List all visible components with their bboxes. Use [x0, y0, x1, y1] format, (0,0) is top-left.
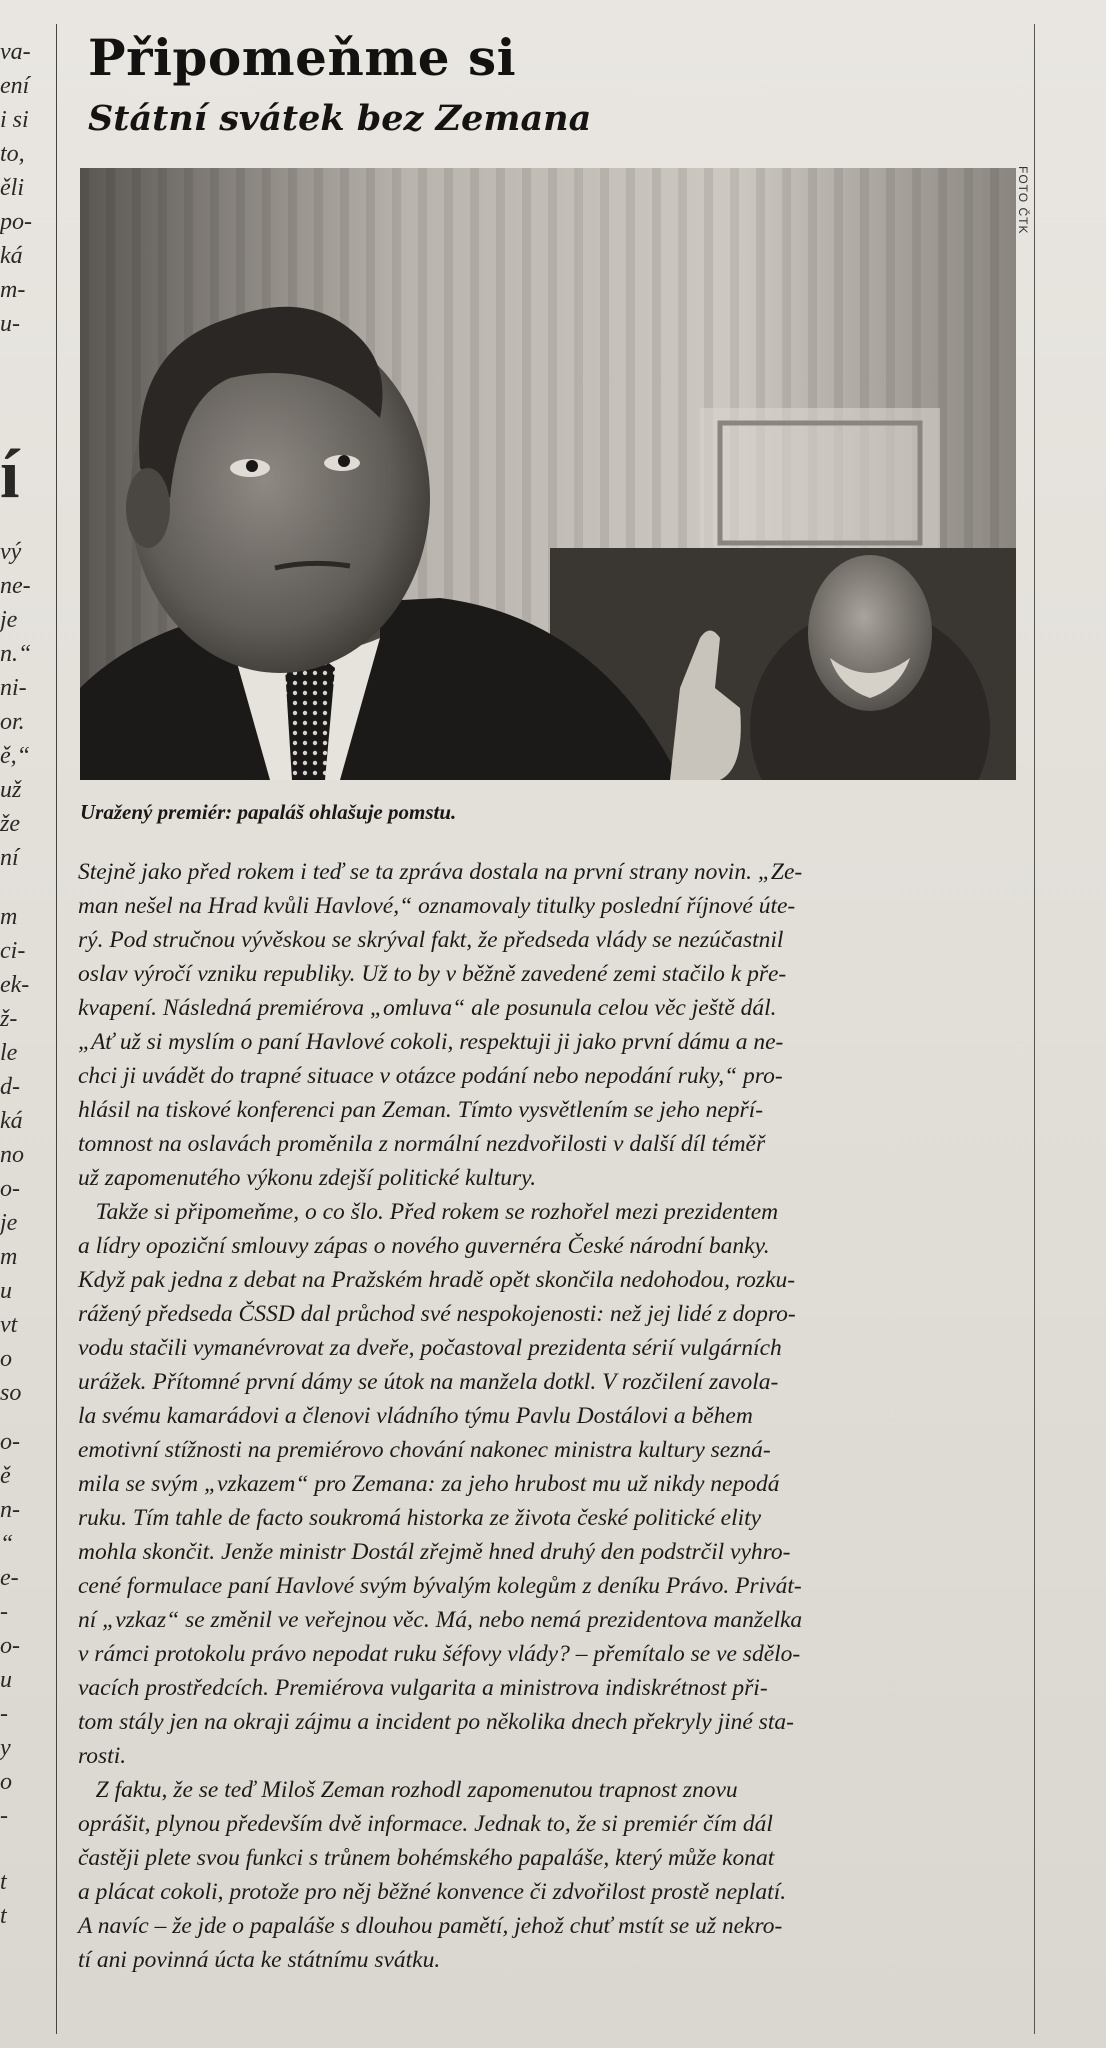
article-line: rosti.: [78, 1743, 127, 1769]
article-line: rážený předseda ČSSD dal průchod své nespokojenosti: než jej lidé z dopro-: [78, 1301, 796, 1327]
previous-column-text: po-: [0, 209, 32, 235]
previous-column-text: už: [0, 777, 22, 803]
article-line: ruku. Tím tahle de facto soukromá historka ze života české politické elity: [78, 1505, 762, 1531]
article-line: Z faktu, že se teď Miloš Zeman rozhodl zapomenutou trapnost znovu: [78, 1777, 738, 1803]
article-line: mila se svým „vzkazem“ pro Zemana: za jeho hrubost mu už nikdy nepodá: [78, 1471, 780, 1497]
article-line: oprášit, plynou především dvě informace. Jednak to, že si premiér čím dál: [78, 1811, 773, 1837]
previous-column-text: le: [0, 1040, 18, 1066]
previous-column-text: u: [0, 1667, 12, 1693]
previous-column-text: o: [0, 1346, 12, 1372]
previous-column-text: ká: [0, 1108, 23, 1134]
article-line: tomnost na oslavách proměnila z normální nezdvořilosti v další díl téměř: [78, 1131, 766, 1157]
previous-column-text: “: [0, 1531, 14, 1557]
previous-column-text: ne-: [0, 573, 31, 599]
previous-column-text: e-: [0, 1565, 19, 1591]
previous-column-text: je: [0, 607, 18, 633]
previous-column-text: m-: [0, 277, 26, 303]
previous-column-text: u: [0, 1278, 12, 1304]
article-line: tom stály jen na okraji zájmu a incident po několika dnech překryly jiné sta-: [78, 1709, 794, 1735]
previous-column-text: ěli: [0, 175, 24, 201]
previous-column-text: je: [0, 1210, 18, 1236]
article-line: chci ji uvádět do trapné situace v otázce podání nebo nepodání ruky,“ pro-: [78, 1063, 783, 1089]
previous-column-text: no: [0, 1142, 24, 1168]
subheadline: Státní svátek bez Zemana: [88, 98, 592, 139]
previous-column-text: ek-: [0, 972, 30, 998]
previous-column-text: ž-: [0, 1006, 18, 1032]
photo-caption: Uražený premiér: papaláš ohlašuje pomstu.: [80, 800, 457, 824]
previous-column-text: m: [0, 904, 18, 930]
article-line: la svému kamarádovi a členovi vládního týmu Pavlu Dostálovi a během: [78, 1403, 753, 1429]
previous-column-text: to,: [0, 141, 25, 167]
previous-column-text: y: [0, 1735, 11, 1761]
previous-column-text: ě: [0, 1463, 11, 1489]
article-line: častěji plete svou funkci s trůnem bohémského papaláše, který může konat: [78, 1845, 775, 1871]
previous-column-text: ě,“: [0, 743, 30, 769]
article-line: a plácat cokoli, protože pro něj běžné konvence či zdvořilost prostě neplatí.: [78, 1879, 787, 1905]
article-line: hlásil na tiskové konferenci pan Zeman. Tímto vysvětlením se jeho nepří-: [78, 1097, 764, 1123]
photo-credit-text: FOTO ČTK: [1016, 166, 1030, 235]
previous-column-text: o: [0, 1769, 12, 1795]
article-line: tí ani povinná úcta ke státnímu svátku.: [78, 1947, 441, 1973]
previous-column-text: o-: [0, 1429, 20, 1455]
article-line: v rámci protokolu právo nepodat ruku šéfovy vlády? – přemítalo se ve sdělo-: [78, 1641, 801, 1667]
article-body: [78, 855, 1038, 1977]
previous-column-text: -: [0, 1701, 8, 1727]
previous-column-text: va-: [0, 40, 31, 65]
article-line: „Ať už si myslím o paní Havlové cokoli, respektuji ji jako první dámu a ne-: [78, 1029, 784, 1055]
previous-column-text: vý: [0, 539, 22, 565]
previous-column-text: u-: [0, 311, 20, 337]
previous-column-text: že: [0, 811, 20, 837]
previous-column-text: t: [0, 1869, 7, 1895]
previous-column-text: so: [0, 1380, 22, 1406]
article-photo: [80, 168, 1016, 780]
photo-credit: [1014, 166, 1036, 276]
article-line: vodu stačili vymanévrovat za dveře, počastoval prezidenta sérií vulgárních: [78, 1335, 782, 1361]
previous-column-text: vt: [0, 1312, 18, 1338]
article-line: cené formulace paní Havlové svým bývalým kolegům z deníku Právo. Privát-: [78, 1573, 802, 1599]
previous-column-text: ci-: [0, 938, 26, 964]
previous-column-text: i si: [0, 107, 29, 133]
article-line: už zapomenutého výkonu zdejší politické kultury.: [78, 1165, 537, 1191]
previous-column-text: or.: [0, 709, 25, 735]
article-line: kvapení. Následná premiérova „omluva“ ale posunula celou věc ještě dál.: [78, 995, 777, 1021]
previous-column-text: m: [0, 1244, 18, 1270]
article-line: mohla skončit. Jenže ministr Dostál zřejmě hned druhý den podstrčil vyhro-: [78, 1539, 791, 1565]
previous-column-text: ni-: [0, 675, 27, 701]
article-line: Když pak jedna z debat na Pražském hradě opět skončila nedohodou, rozku-: [78, 1267, 796, 1293]
article-line: Stejně jako před rokem i teď se ta zpráva dostala na první strany novin. „Ze-: [78, 859, 803, 885]
article-line: oslav výročí vzniku republiky. Už to by v běžně zavedené zemi stačilo k pře-: [78, 961, 787, 987]
previous-column-text: ní: [0, 845, 19, 871]
article-line: urážek. Přítomné první dámy se útok na manžela dotkl. V rozčilení zavola-: [78, 1369, 779, 1395]
article-line: a lídry opoziční smlouvy zápas o nového guvernéra České národní banky.: [78, 1233, 770, 1259]
article-line: vacích prostředcích. Premiérova vulgarita a ministrova indiskrétnost při-: [78, 1675, 768, 1701]
previous-column-text: ení: [0, 73, 30, 99]
photo-illustration: [80, 168, 1016, 780]
previous-column-text: í: [0, 436, 20, 513]
headline: Připomeňme si: [88, 28, 517, 87]
article-line: rý. Pod stručnou vývěskou se skrýval fakt, že předseda vlády se nezúčastnil: [78, 927, 784, 953]
article-line: Takže si připomeňme, o co šlo. Před rokem se rozhořel mezi prezidentem: [78, 1199, 779, 1225]
previous-column-text: n.“: [0, 641, 32, 667]
article-line: man nešel na Hrad kvůli Havlové,“ oznamovaly titulky poslední říjnové úte-: [78, 893, 796, 919]
column-rule-left: [56, 24, 57, 2034]
article-line: emotivní stížnosti na premiérovo chování nakonec ministra kultury sezná-: [78, 1437, 771, 1463]
previous-column-text: -: [0, 1803, 8, 1829]
previous-column-text: -: [0, 1599, 8, 1625]
previous-column-text: n-: [0, 1497, 20, 1523]
previous-column-text: t: [0, 1903, 7, 1929]
previous-column-text: o-: [0, 1633, 20, 1659]
article-line: A navíc – že jde o papaláše s dlouhou pamětí, jehož chuť mstít se už nekro-: [78, 1913, 783, 1939]
previous-column-fragment: [0, 40, 40, 2040]
previous-column-text: d-: [0, 1074, 20, 1100]
article-line: ní „vzkaz“ se změnil ve veřejnou věc. Má, nebo nemá prezidentova manželka: [78, 1607, 803, 1633]
previous-column-text: ká: [0, 243, 23, 269]
previous-column-text: o-: [0, 1176, 20, 1202]
